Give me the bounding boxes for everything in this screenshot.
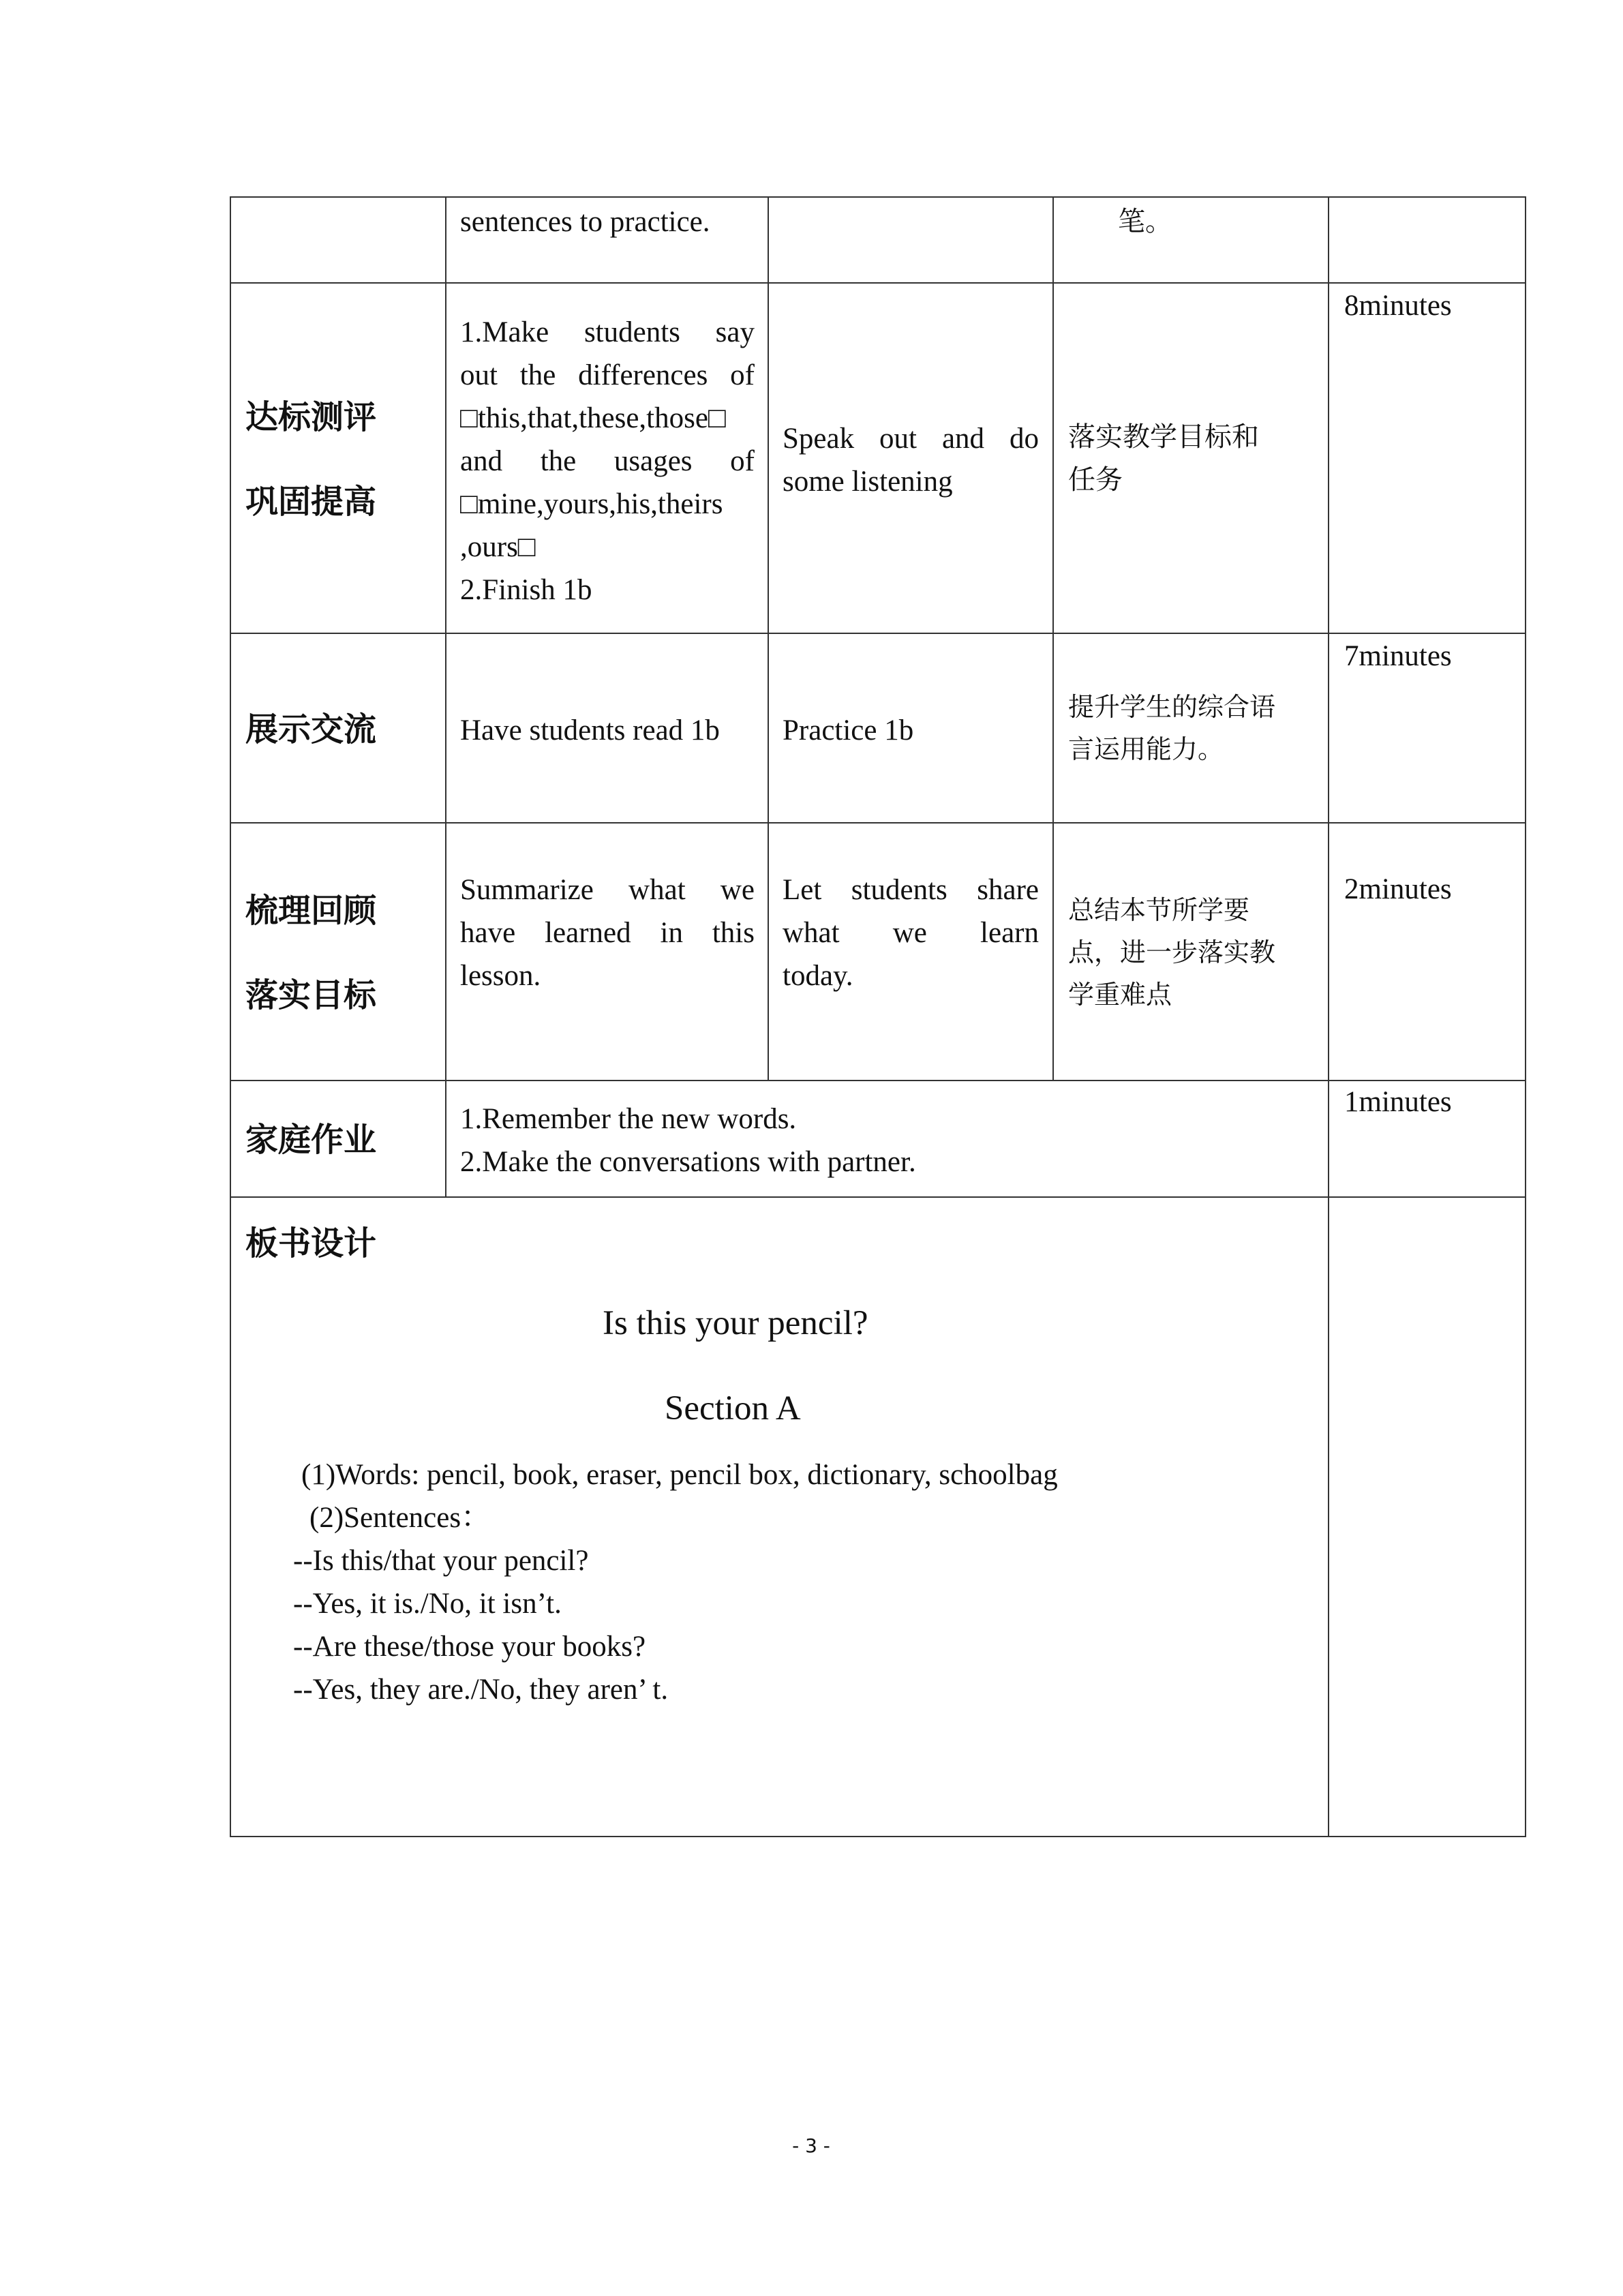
student-activity-review: Let students share what we learn today. xyxy=(783,874,1039,992)
board-title: Is this your pencil? xyxy=(603,1304,868,1342)
time-review: 2minutes xyxy=(1344,873,1452,905)
continued-activity: sentences to practice. xyxy=(460,206,710,238)
teacher-activity-assessment: 1.Make students say out the differences of □this,that,these,those□ and the usages of □mine,yours,his,theirs ,ours□ 2.Finish 1b xyxy=(460,316,755,606)
stage-presentation: 展示交流 xyxy=(245,710,377,749)
stage-homework: 家庭作业 xyxy=(245,1121,377,1159)
board-content: (1)Words: pencil, book, eraser, pencil box, dictionary, schoolbag (2)Sentences： --Is this/that your pencil? --Yes, it is./No, it isn’t. --Are these/those your books? --Yes, they are./No, they aren’ t. xyxy=(293,1459,1058,1706)
stage-review: 梳理回顾 落实目标 xyxy=(245,892,377,1014)
teacher-activity-review: Summarize what we have learned in this lesson. xyxy=(460,874,755,992)
continued-purpose: 笔。 xyxy=(1118,206,1172,237)
student-activity-assessment: Speak out and do some listening xyxy=(783,423,1039,498)
homework-items: 1.Remember the new words. 2.Make the conversations with partner. xyxy=(460,1103,916,1178)
stage-board-design: 板书设计 xyxy=(245,1224,377,1263)
page-number: - 3 - xyxy=(792,2134,830,2157)
purpose-assessment: 落实教学目标和 任务 xyxy=(1068,421,1259,496)
teacher-activity-presentation: Have students read 1b xyxy=(460,714,720,746)
board-section: Section A xyxy=(665,1389,801,1428)
purpose-presentation: 提升学生的综合语 言运用能力。 xyxy=(1068,692,1276,764)
student-activity-presentation: Practice 1b xyxy=(783,714,914,746)
time-presentation: 7minutes xyxy=(1344,640,1452,672)
time-homework: 1minutes xyxy=(1344,1086,1452,1118)
stage-assessment: 达标测评 巩固提高 xyxy=(245,398,377,521)
purpose-review: 总结本节所学要 点，进一步落实教 学重难点 xyxy=(1068,895,1276,1010)
time-assessment: 8minutes xyxy=(1344,290,1452,322)
